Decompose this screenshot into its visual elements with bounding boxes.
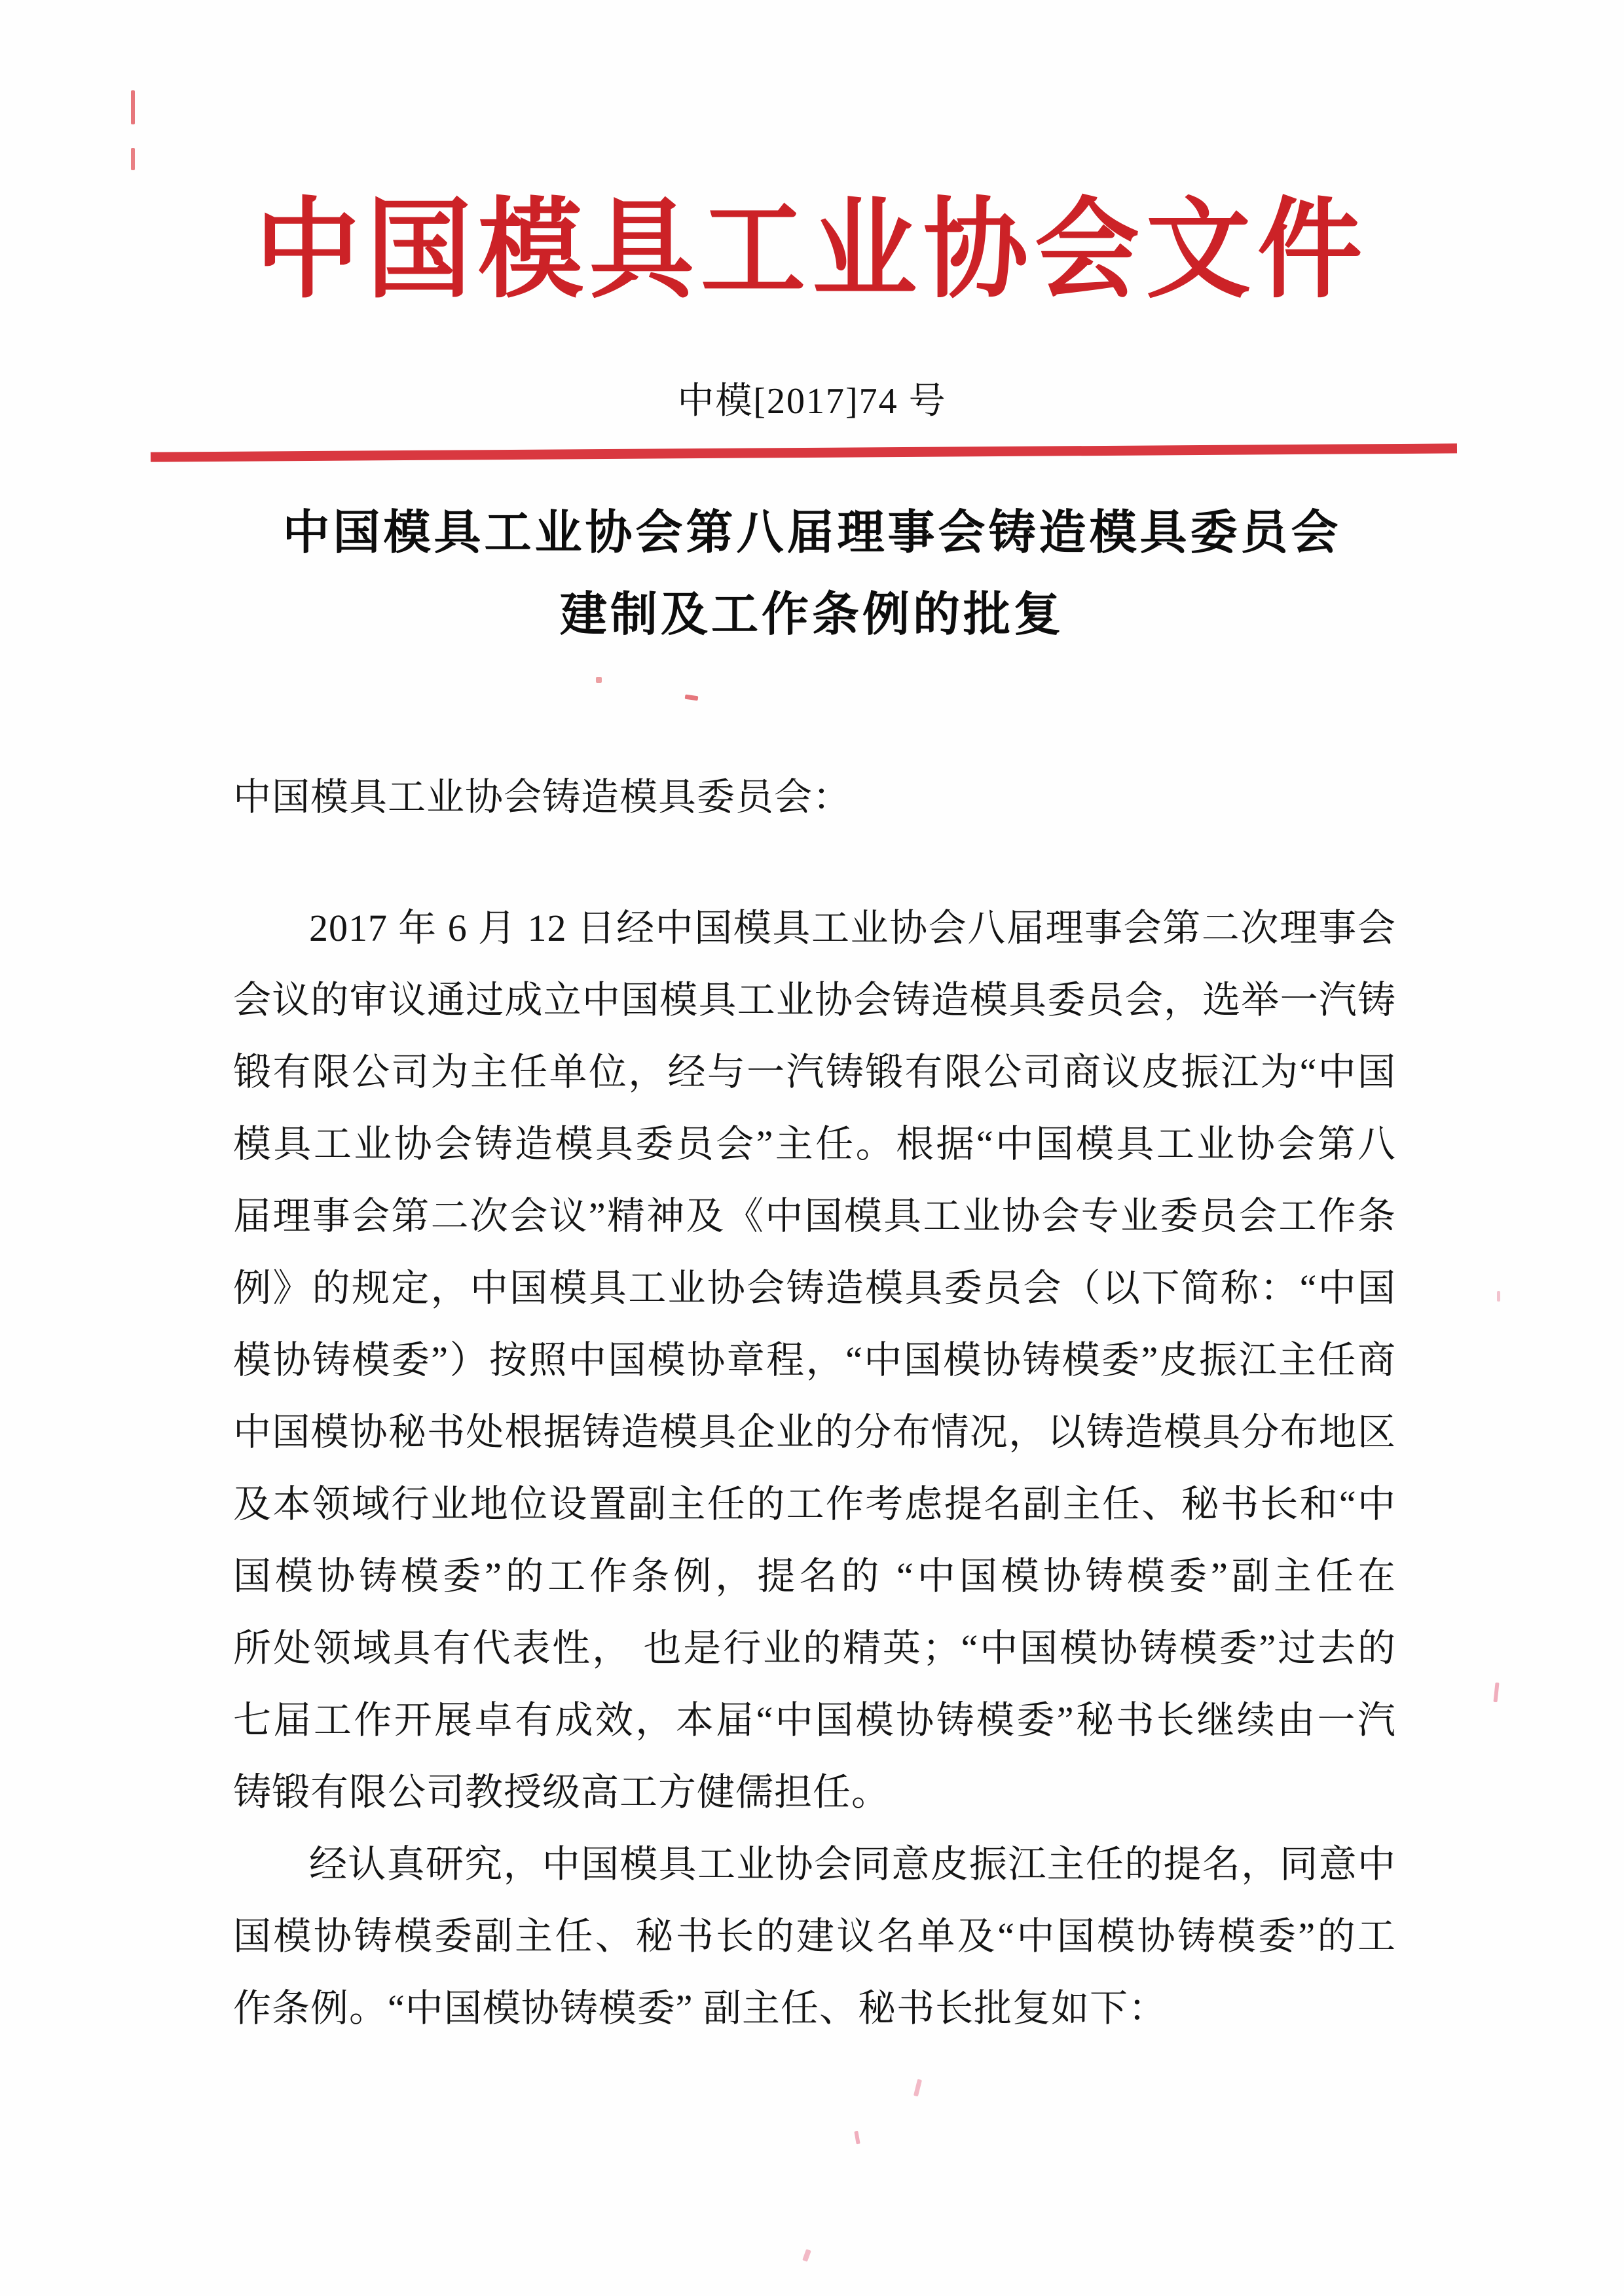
scan-artifact bbox=[802, 2249, 811, 2262]
doc-title-line2: 建制及工作条例的批复 bbox=[559, 589, 1064, 641]
doc-number: 中模[2017]74 号 bbox=[677, 381, 947, 422]
scan-artifact bbox=[596, 677, 602, 683]
body-line: 铸锻有限公司教授级高工方健儒担任。 bbox=[233, 1771, 891, 1813]
body-line: 国模协铸模委”的工作条例，提名的 “中国模协铸模委”副主任在 bbox=[233, 1555, 1396, 1597]
scan-artifact bbox=[131, 90, 135, 124]
red-divider-rule bbox=[151, 443, 1457, 462]
scan-artifact bbox=[1493, 1683, 1499, 1702]
scan-artifact bbox=[685, 695, 699, 701]
body-line: 模具工业协会铸造模具委员会”主任。根据“中国模具工业协会第八 bbox=[233, 1123, 1396, 1165]
doc-title bbox=[0, 492, 1624, 656]
body-line: 锻有限公司为主任单位，经与一汽铸锻有限公司商议皮振江为“中国 bbox=[233, 1051, 1396, 1093]
scan-artifact bbox=[1497, 1291, 1500, 1302]
body-text bbox=[233, 892, 1396, 2045]
body-line: 经认真研究，中国模具工业协会同意皮振江主任的提名，同意中 bbox=[309, 1843, 1396, 1886]
body-line: 所处领域具有代表性， 也是行业的精英；“中国模协铸模委”过去的 bbox=[233, 1627, 1396, 1669]
body-line: 例》的规定，中国模具工业协会铸造模具委员会（以下简称：“中国 bbox=[233, 1267, 1396, 1309]
body-line: 模协铸模委”）按照中国模协章程，“中国模协铸模委”皮振江主任商 bbox=[233, 1339, 1396, 1381]
org-title: 中国模具工业协会文件 bbox=[255, 190, 1369, 312]
body-line: 作条例。“中国模协铸模委” 副主任、秘书长批复如下： bbox=[233, 1987, 1167, 2030]
scan-artifact bbox=[131, 148, 135, 170]
body-line: 2017 年 6 月 12 日经中国模具工业协会八届理事会第二次理事会 bbox=[309, 907, 1396, 949]
addressee-line: 中国模具工业协会铸造模具委员会： bbox=[233, 776, 852, 818]
body-line: 会议的审议通过成立中国模具工业协会铸造模具委员会，选举一汽铸 bbox=[233, 979, 1396, 1021]
body-line: 届理事会第二次会议”精神及《中国模具工业协会专业委员会工作条 bbox=[233, 1195, 1396, 1237]
body-line: 国模协铸模委副主任、秘书长的建议名单及“中国模协铸模委”的工 bbox=[233, 1915, 1396, 1958]
body-line: 中国模协秘书处根据铸造模具企业的分布情况，以铸造模具分布地区 bbox=[233, 1411, 1396, 1453]
body-line: 及本领域行业地位设置副主任的工作考虑提名副主任、秘书长和“中 bbox=[233, 1483, 1396, 1525]
scan-artifact bbox=[854, 2131, 860, 2145]
scan-artifact bbox=[913, 2079, 922, 2097]
doc-title-line1: 中国模具工业协会第八届理事会铸造模具委员会 bbox=[282, 507, 1342, 559]
body-line: 七届工作开展卓有成效，本届“中国模协铸模委”秘书长继续由一汽 bbox=[233, 1699, 1396, 1741]
